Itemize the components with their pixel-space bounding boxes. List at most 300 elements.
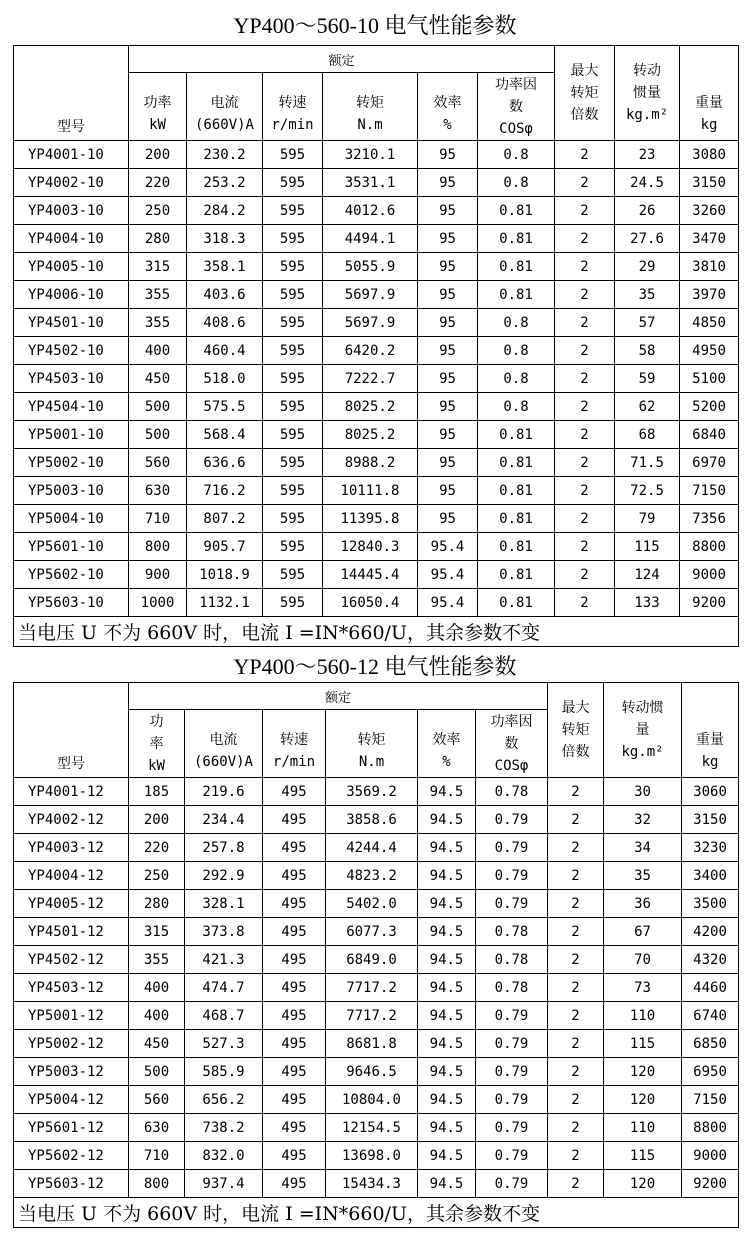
cell-power: 560 — [129, 1086, 185, 1114]
column-header-model: 型号 — [14, 46, 129, 141]
cell-current: 257.8 — [185, 834, 263, 862]
cell-speed: 495 — [263, 1086, 326, 1114]
cell-current: 656.2 — [185, 1086, 263, 1114]
table-row — [14, 141, 739, 169]
cell-current: 234.4 — [185, 806, 263, 834]
cell-power: 710 — [129, 1142, 185, 1170]
voltage-note: 当电压 U 不为 660V 时，电流 I =IN*660/U，其余参数不变 — [14, 617, 739, 647]
cell-efficiency: 94.5 — [418, 778, 476, 806]
cell-max-torque: 2 — [555, 561, 615, 589]
cell-inertia: 115 — [604, 1142, 682, 1170]
cell-pf: 0.81 — [478, 449, 555, 477]
cell-efficiency: 94.5 — [418, 974, 476, 1002]
column-header-weight: 重量 kg — [680, 46, 739, 141]
cell-model: YP5003-12 — [14, 1058, 129, 1086]
cell-pf: 0.79 — [476, 1114, 548, 1142]
table-row — [14, 309, 739, 337]
cell-weight: 8800 — [680, 533, 739, 561]
cell-weight: 3060 — [682, 778, 739, 806]
cell-efficiency: 95.4 — [418, 589, 478, 617]
cell-pf: 0.81 — [478, 253, 555, 281]
performance-table-12 — [13, 682, 739, 1228]
table-row — [14, 834, 739, 862]
column-header-model: 型号 — [14, 683, 129, 778]
cell-torque: 10804.0 — [326, 1086, 418, 1114]
cell-inertia: 27.6 — [615, 225, 680, 253]
cell-max-torque: 2 — [548, 1170, 604, 1198]
cell-power: 200 — [129, 806, 185, 834]
cell-weight: 3230 — [682, 834, 739, 862]
cell-speed: 595 — [263, 309, 323, 337]
cell-model: YP4004-10 — [14, 225, 129, 253]
cell-speed: 595 — [263, 169, 323, 197]
cell-current: 292.9 — [185, 862, 263, 890]
cell-inertia: 32 — [604, 806, 682, 834]
cell-inertia: 29 — [615, 253, 680, 281]
cell-efficiency: 94.5 — [418, 1058, 476, 1086]
cell-efficiency: 94.5 — [418, 1030, 476, 1058]
cell-inertia: 23 — [615, 141, 680, 169]
cell-weight: 3400 — [682, 862, 739, 890]
cell-pf: 0.8 — [478, 393, 555, 421]
cell-max-torque: 2 — [555, 141, 615, 169]
cell-pf: 0.81 — [478, 477, 555, 505]
cell-current: 358.1 — [187, 253, 263, 281]
table-row — [14, 806, 739, 834]
cell-max-torque: 2 — [548, 1030, 604, 1058]
cell-efficiency: 95 — [418, 505, 478, 533]
table-row — [14, 1030, 739, 1058]
cell-weight: 9000 — [680, 561, 739, 589]
cell-efficiency: 94.5 — [418, 862, 476, 890]
table-row — [14, 1086, 739, 1114]
cell-torque: 8681.8 — [326, 1030, 418, 1058]
cell-max-torque: 2 — [548, 918, 604, 946]
cell-inertia: 120 — [604, 1058, 682, 1086]
cell-max-torque: 2 — [555, 253, 615, 281]
cell-speed: 495 — [263, 1030, 326, 1058]
cell-pf: 0.81 — [478, 225, 555, 253]
cell-torque: 13698.0 — [326, 1142, 418, 1170]
cell-current: 832.0 — [185, 1142, 263, 1170]
table-row — [14, 225, 739, 253]
cell-model: YP5603-12 — [14, 1170, 129, 1198]
column-header-current: 电流 (660V)A — [185, 710, 263, 778]
cell-pf: 0.81 — [478, 589, 555, 617]
cell-weight: 5200 — [680, 393, 739, 421]
cell-inertia: 26 — [615, 197, 680, 225]
table-row — [14, 477, 739, 505]
cell-max-torque: 2 — [548, 946, 604, 974]
table-row — [14, 449, 739, 477]
cell-power: 500 — [129, 421, 187, 449]
table-row — [14, 1114, 739, 1142]
cell-model: YP5004-10 — [14, 505, 129, 533]
cell-inertia: 115 — [615, 533, 680, 561]
table-row — [14, 1002, 739, 1030]
cell-max-torque: 2 — [555, 169, 615, 197]
cell-current: 318.3 — [187, 225, 263, 253]
cell-speed: 495 — [263, 834, 326, 862]
cell-model: YP4502-10 — [14, 337, 129, 365]
cell-pf: 0.78 — [476, 778, 548, 806]
column-header-power-factor: 功率因 数 COSφ — [476, 710, 548, 778]
cell-power: 630 — [129, 477, 187, 505]
cell-efficiency: 95 — [418, 197, 478, 225]
cell-power: 500 — [129, 1058, 185, 1086]
cell-current: 328.1 — [185, 890, 263, 918]
column-header-efficiency: 效率 % — [418, 73, 478, 141]
cell-inertia: 59 — [615, 365, 680, 393]
table-row — [14, 421, 739, 449]
group-header-rated: 额定 — [129, 683, 548, 710]
cell-model: YP5602-12 — [14, 1142, 129, 1170]
cell-model: YP4003-12 — [14, 834, 129, 862]
cell-speed: 495 — [263, 778, 326, 806]
cell-speed: 595 — [263, 449, 323, 477]
table-row — [14, 974, 739, 1002]
cell-weight: 4200 — [682, 918, 739, 946]
cell-weight: 4460 — [682, 974, 739, 1002]
table-row — [14, 778, 739, 806]
cell-power: 400 — [129, 1002, 185, 1030]
cell-efficiency: 95 — [418, 169, 478, 197]
cell-torque: 3858.6 — [326, 806, 418, 834]
cell-efficiency: 94.5 — [418, 1086, 476, 1114]
cell-max-torque: 2 — [555, 477, 615, 505]
cell-power: 800 — [129, 533, 187, 561]
cell-weight: 9200 — [680, 589, 739, 617]
table-body — [14, 141, 739, 617]
column-header-current: 电流 (660V)A — [187, 73, 263, 141]
cell-weight: 9000 — [682, 1142, 739, 1170]
cell-torque: 5697.9 — [323, 309, 418, 337]
column-header-power: 功率 kW — [129, 73, 187, 141]
cell-max-torque: 2 — [548, 862, 604, 890]
cell-max-torque: 2 — [548, 974, 604, 1002]
cell-weight: 3500 — [682, 890, 739, 918]
cell-torque: 4012.6 — [323, 197, 418, 225]
cell-max-torque: 2 — [555, 505, 615, 533]
cell-model: YP4504-10 — [14, 393, 129, 421]
cell-max-torque: 2 — [548, 806, 604, 834]
column-header-inertia: 转动惯 量 kg.m² — [604, 683, 682, 778]
cell-pf: 0.81 — [478, 505, 555, 533]
cell-power: 355 — [129, 946, 185, 974]
column-header-efficiency: 效率 % — [418, 710, 476, 778]
cell-torque: 3569.2 — [326, 778, 418, 806]
cell-weight: 3970 — [680, 281, 739, 309]
column-header-speed: 转速 r/min — [263, 710, 326, 778]
cell-current: 253.2 — [187, 169, 263, 197]
cell-weight: 7150 — [680, 477, 739, 505]
cell-torque: 4823.2 — [326, 862, 418, 890]
cell-speed: 595 — [263, 589, 323, 617]
cell-torque: 9646.5 — [326, 1058, 418, 1086]
cell-power: 280 — [129, 225, 187, 253]
cell-power: 315 — [129, 253, 187, 281]
cell-power: 450 — [129, 1030, 185, 1058]
cell-speed: 595 — [263, 337, 323, 365]
cell-model: YP5004-12 — [14, 1086, 129, 1114]
table-row — [14, 890, 739, 918]
cell-pf: 0.79 — [476, 1002, 548, 1030]
cell-max-torque: 2 — [548, 1086, 604, 1114]
cell-torque: 15434.3 — [326, 1170, 418, 1198]
cell-model: YP4004-12 — [14, 862, 129, 890]
cell-power: 900 — [129, 561, 187, 589]
cell-efficiency: 94.5 — [418, 946, 476, 974]
cell-torque: 16050.4 — [323, 589, 418, 617]
table-row — [14, 365, 739, 393]
cell-max-torque: 2 — [555, 421, 615, 449]
cell-inertia: 35 — [615, 281, 680, 309]
cell-current: 474.7 — [185, 974, 263, 1002]
cell-weight: 6840 — [680, 421, 739, 449]
table-row — [14, 946, 739, 974]
column-header-weight: 重量 kg — [682, 683, 739, 778]
cell-torque: 7717.2 — [326, 974, 418, 1002]
cell-power: 710 — [129, 505, 187, 533]
cell-pf: 0.81 — [478, 421, 555, 449]
cell-power: 250 — [129, 197, 187, 225]
column-header-max-torque: 最大 转矩 倍数 — [555, 46, 615, 141]
cell-current: 230.2 — [187, 141, 263, 169]
cell-speed: 495 — [263, 974, 326, 1002]
cell-max-torque: 2 — [548, 1058, 604, 1086]
cell-efficiency: 95 — [418, 365, 478, 393]
cell-max-torque: 2 — [548, 1142, 604, 1170]
cell-power: 185 — [129, 778, 185, 806]
cell-efficiency: 95 — [418, 337, 478, 365]
cell-power: 280 — [129, 890, 185, 918]
cell-inertia: 68 — [615, 421, 680, 449]
cell-current: 636.6 — [187, 449, 263, 477]
cell-weight: 3260 — [680, 197, 739, 225]
cell-pf: 0.79 — [476, 1030, 548, 1058]
cell-speed: 595 — [263, 197, 323, 225]
cell-speed: 495 — [263, 890, 326, 918]
cell-weight: 6970 — [680, 449, 739, 477]
cell-speed: 495 — [263, 918, 326, 946]
cell-torque: 8025.2 — [323, 421, 418, 449]
cell-pf: 0.79 — [476, 1170, 548, 1198]
cell-power: 500 — [129, 393, 187, 421]
cell-inertia: 30 — [604, 778, 682, 806]
cell-efficiency: 95.4 — [418, 561, 478, 589]
cell-power: 1000 — [129, 589, 187, 617]
cell-torque: 12154.5 — [326, 1114, 418, 1142]
cell-inertia: 79 — [615, 505, 680, 533]
cell-pf: 0.81 — [478, 561, 555, 589]
cell-model: YP4503-10 — [14, 365, 129, 393]
cell-model: YP5601-12 — [14, 1114, 129, 1142]
cell-max-torque: 2 — [555, 533, 615, 561]
cell-pf: 0.79 — [476, 1058, 548, 1086]
cell-max-torque: 2 — [548, 834, 604, 862]
cell-inertia: 72.5 — [615, 477, 680, 505]
cell-current: 575.5 — [187, 393, 263, 421]
cell-inertia: 62 — [615, 393, 680, 421]
cell-torque: 6849.0 — [326, 946, 418, 974]
table-row — [14, 1170, 739, 1198]
cell-weight: 3150 — [682, 806, 739, 834]
table-row — [14, 561, 739, 589]
cell-weight: 3080 — [680, 141, 739, 169]
cell-weight: 6740 — [682, 1002, 739, 1030]
cell-model: YP4006-10 — [14, 281, 129, 309]
cell-inertia: 120 — [604, 1170, 682, 1198]
cell-efficiency: 95 — [418, 225, 478, 253]
cell-torque: 5055.9 — [323, 253, 418, 281]
cell-inertia: 58 — [615, 337, 680, 365]
table-row — [14, 589, 739, 617]
cell-model: YP5603-10 — [14, 589, 129, 617]
cell-weight: 4850 — [680, 309, 739, 337]
cell-power: 220 — [129, 169, 187, 197]
cell-model: YP4005-12 — [14, 890, 129, 918]
cell-model: YP5001-12 — [14, 1002, 129, 1030]
cell-current: 1018.9 — [187, 561, 263, 589]
cell-power: 630 — [129, 1114, 185, 1142]
cell-model: YP4005-10 — [14, 253, 129, 281]
cell-torque: 6420.2 — [323, 337, 418, 365]
cell-max-torque: 2 — [555, 309, 615, 337]
cell-power: 400 — [129, 337, 187, 365]
column-header-speed: 转速 r/min — [263, 73, 323, 141]
cell-speed: 595 — [263, 365, 323, 393]
cell-efficiency: 94.5 — [418, 1114, 476, 1142]
cell-torque: 3210.1 — [323, 141, 418, 169]
cell-efficiency: 94.5 — [418, 1002, 476, 1030]
performance-table-10 — [13, 45, 739, 647]
cell-power: 315 — [129, 918, 185, 946]
cell-speed: 595 — [263, 253, 323, 281]
cell-pf: 0.79 — [476, 1086, 548, 1114]
cell-efficiency: 95 — [418, 393, 478, 421]
cell-inertia: 36 — [604, 890, 682, 918]
cell-efficiency: 94.5 — [418, 806, 476, 834]
cell-speed: 495 — [263, 946, 326, 974]
cell-current: 284.2 — [187, 197, 263, 225]
cell-weight: 7356 — [680, 505, 739, 533]
cell-model: YP5602-10 — [14, 561, 129, 589]
cell-inertia: 110 — [604, 1002, 682, 1030]
cell-speed: 495 — [263, 862, 326, 890]
group-header-rated: 额定 — [129, 46, 555, 73]
cell-inertia: 67 — [604, 918, 682, 946]
cell-torque: 7717.2 — [326, 1002, 418, 1030]
cell-efficiency: 95 — [418, 449, 478, 477]
cell-speed: 595 — [263, 533, 323, 561]
cell-speed: 495 — [263, 1002, 326, 1030]
cell-torque: 4244.4 — [326, 834, 418, 862]
cell-current: 373.8 — [185, 918, 263, 946]
cell-pf: 0.78 — [476, 974, 548, 1002]
cell-max-torque: 2 — [555, 589, 615, 617]
cell-pf: 0.8 — [478, 169, 555, 197]
cell-current: 1132.1 — [187, 589, 263, 617]
cell-torque: 3531.1 — [323, 169, 418, 197]
cell-pf: 0.81 — [478, 533, 555, 561]
cell-efficiency: 95 — [418, 421, 478, 449]
cell-model: YP4503-12 — [14, 974, 129, 1002]
cell-pf: 0.78 — [476, 946, 548, 974]
cell-torque: 5697.9 — [323, 281, 418, 309]
cell-model: YP4501-12 — [14, 918, 129, 946]
cell-model: YP4002-12 — [14, 806, 129, 834]
cell-max-torque: 2 — [555, 365, 615, 393]
cell-inertia: 124 — [615, 561, 680, 589]
cell-inertia: 73 — [604, 974, 682, 1002]
cell-speed: 495 — [263, 1142, 326, 1170]
cell-torque: 10111.8 — [323, 477, 418, 505]
table-title: YP400～560-10 电气性能参数 — [233, 13, 517, 38]
cell-pf: 0.8 — [478, 309, 555, 337]
cell-torque: 12840.3 — [323, 533, 418, 561]
cell-model: YP5601-10 — [14, 533, 129, 561]
cell-pf: 0.8 — [478, 337, 555, 365]
cell-max-torque: 2 — [548, 890, 604, 918]
cell-max-torque: 2 — [555, 281, 615, 309]
table-row — [14, 393, 739, 421]
cell-power: 450 — [129, 365, 187, 393]
cell-max-torque: 2 — [548, 778, 604, 806]
cell-torque: 6077.3 — [326, 918, 418, 946]
cell-efficiency: 94.5 — [418, 890, 476, 918]
cell-current: 527.3 — [185, 1030, 263, 1058]
cell-pf: 0.8 — [478, 365, 555, 393]
cell-max-torque: 2 — [555, 449, 615, 477]
cell-model: YP5002-12 — [14, 1030, 129, 1058]
cell-weight: 3810 — [680, 253, 739, 281]
cell-weight: 9200 — [682, 1170, 739, 1198]
cell-inertia: 71.5 — [615, 449, 680, 477]
cell-power: 355 — [129, 309, 187, 337]
table-row — [14, 337, 739, 365]
cell-current: 219.6 — [185, 778, 263, 806]
cell-speed: 495 — [263, 1058, 326, 1086]
cell-weight: 3150 — [680, 169, 739, 197]
cell-efficiency: 95 — [418, 141, 478, 169]
cell-speed: 595 — [263, 141, 323, 169]
cell-inertia: 110 — [604, 1114, 682, 1142]
cell-pf: 0.79 — [476, 890, 548, 918]
table-row — [14, 281, 739, 309]
cell-speed: 595 — [263, 561, 323, 589]
cell-pf: 0.79 — [476, 806, 548, 834]
cell-weight: 4320 — [682, 946, 739, 974]
table-row — [14, 533, 739, 561]
cell-power: 200 — [129, 141, 187, 169]
cell-inertia: 133 — [615, 589, 680, 617]
cell-torque: 4494.1 — [323, 225, 418, 253]
table-row — [14, 1142, 739, 1170]
cell-max-torque: 2 — [548, 1002, 604, 1030]
table-row — [14, 169, 739, 197]
cell-current: 937.4 — [185, 1170, 263, 1198]
cell-power: 400 — [129, 974, 185, 1002]
cell-weight: 3470 — [680, 225, 739, 253]
cell-weight: 6850 — [682, 1030, 739, 1058]
cell-model: YP4003-10 — [14, 197, 129, 225]
cell-efficiency: 95 — [418, 309, 478, 337]
cell-speed: 495 — [263, 806, 326, 834]
column-header-torque: 转矩 N.m — [326, 710, 418, 778]
table-row — [14, 197, 739, 225]
column-header-max-torque: 最大 转矩 倍数 — [548, 683, 604, 778]
cell-current: 807.2 — [187, 505, 263, 533]
